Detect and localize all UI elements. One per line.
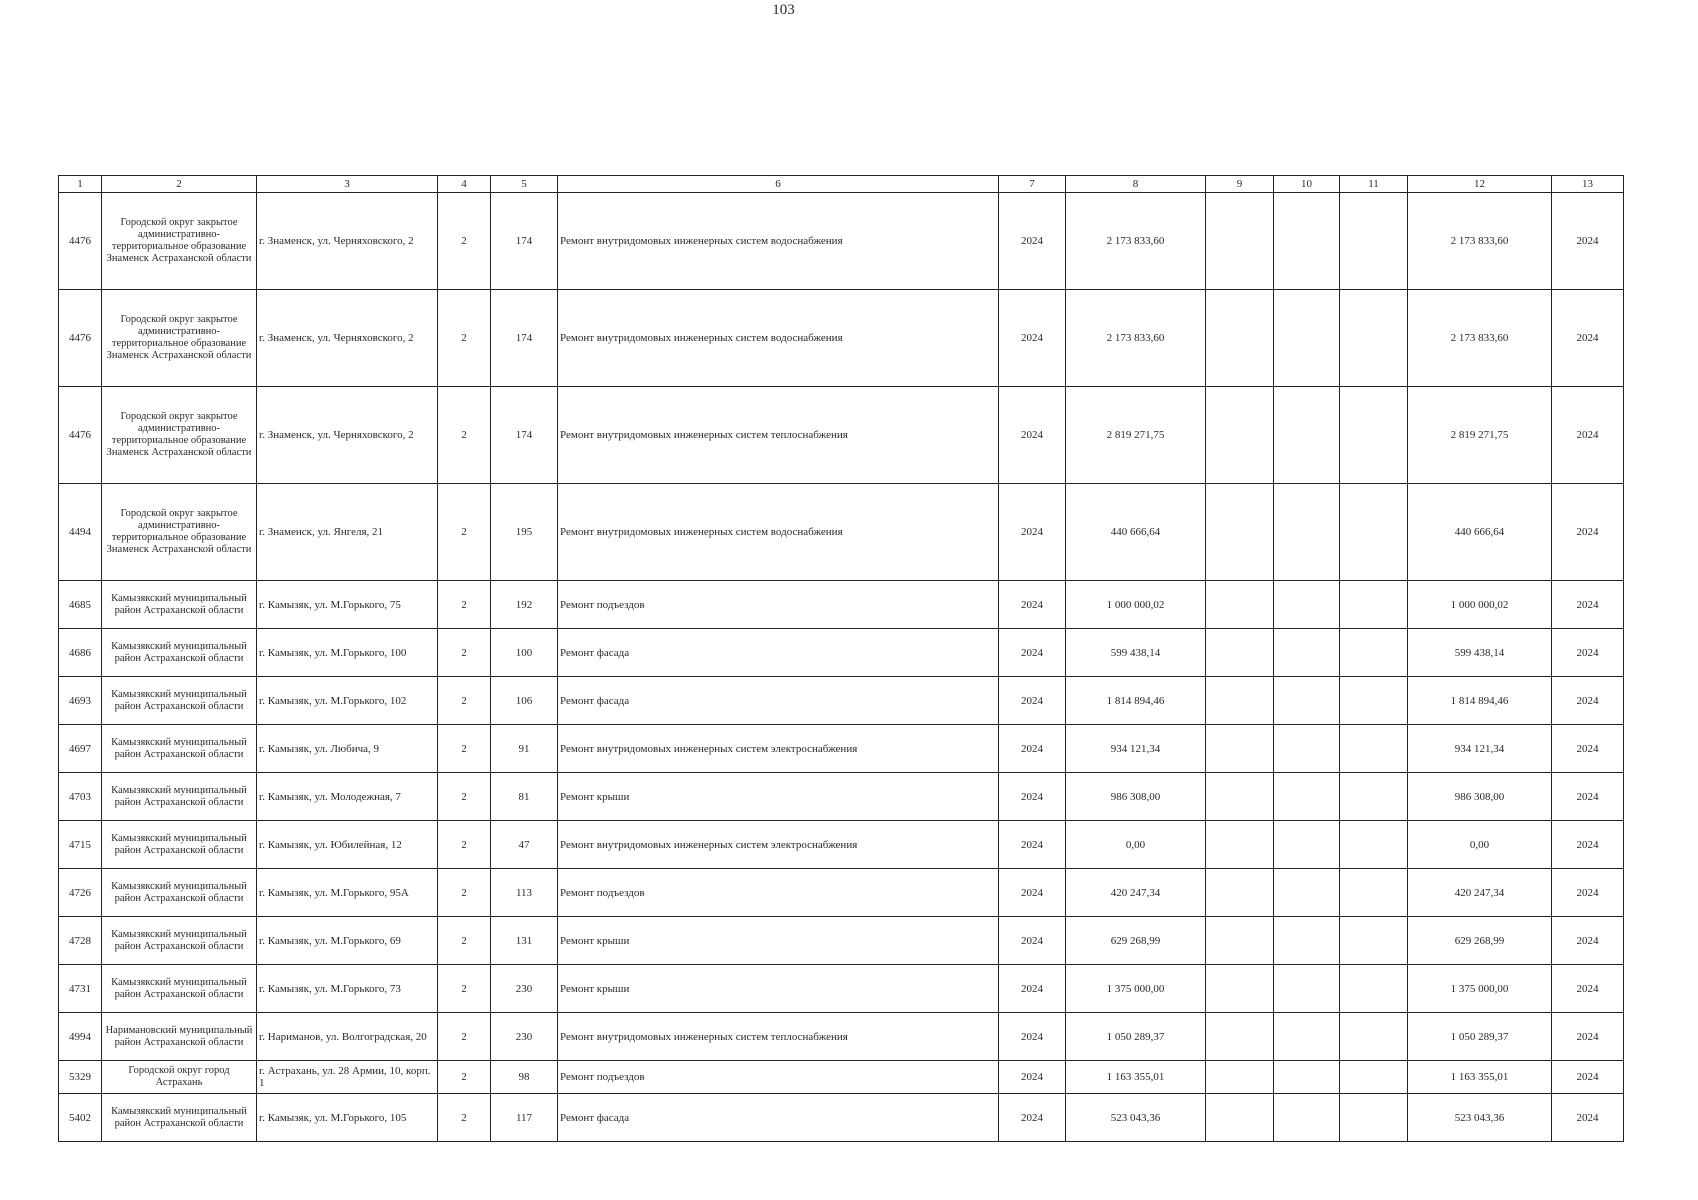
cost-cell: 599 438,14 bbox=[1066, 629, 1206, 677]
municipality-cell: Городской округ закрытое административно-территориальное образование Знаменск Астраханской области bbox=[102, 387, 257, 484]
col11-cell bbox=[1340, 290, 1408, 387]
col9-cell bbox=[1206, 1094, 1274, 1142]
address-cell: г. Камызяк, ул. М.Горького, 69 bbox=[257, 917, 438, 965]
col5-cell: 174 bbox=[491, 290, 558, 387]
column-header: 2 bbox=[102, 176, 257, 193]
col4-cell: 2 bbox=[438, 677, 491, 725]
col9-cell bbox=[1206, 290, 1274, 387]
row-id-cell: 4715 bbox=[59, 821, 102, 869]
col5-cell: 192 bbox=[491, 581, 558, 629]
row-id-cell: 4697 bbox=[59, 725, 102, 773]
year-cell: 2024 bbox=[999, 1094, 1066, 1142]
col13-year-cell: 2024 bbox=[1552, 725, 1624, 773]
col13-year-cell: 2024 bbox=[1552, 869, 1624, 917]
table-row bbox=[59, 629, 1624, 677]
col9-cell bbox=[1206, 629, 1274, 677]
column-header: 4 bbox=[438, 176, 491, 193]
municipality-cell: Камызякский муниципальный район Астраханской области bbox=[102, 677, 257, 725]
table-row bbox=[59, 677, 1624, 725]
year-cell: 2024 bbox=[999, 725, 1066, 773]
col5-cell: 91 bbox=[491, 725, 558, 773]
col4-cell: 2 bbox=[438, 1013, 491, 1061]
col12-cost-cell: 420 247,34 bbox=[1408, 869, 1552, 917]
work-type-cell: Ремонт подъездов bbox=[558, 581, 999, 629]
year-cell: 2024 bbox=[999, 773, 1066, 821]
col10-cell bbox=[1274, 629, 1340, 677]
col11-cell bbox=[1340, 917, 1408, 965]
cost-cell: 986 308,00 bbox=[1066, 773, 1206, 821]
col4-cell: 2 bbox=[438, 581, 491, 629]
address-cell: г. Камызяк, ул. М.Горького, 105 bbox=[257, 1094, 438, 1142]
municipality-cell: Камызякский муниципальный район Астраханской области bbox=[102, 869, 257, 917]
col5-cell: 230 bbox=[491, 965, 558, 1013]
table-row bbox=[59, 917, 1624, 965]
col11-cell bbox=[1340, 193, 1408, 290]
col12-cost-cell: 986 308,00 bbox=[1408, 773, 1552, 821]
col11-cell bbox=[1340, 484, 1408, 581]
year-cell: 2024 bbox=[999, 677, 1066, 725]
year-cell: 2024 bbox=[999, 1061, 1066, 1094]
column-header: 12 bbox=[1408, 176, 1552, 193]
col11-cell bbox=[1340, 773, 1408, 821]
table-row bbox=[59, 1013, 1624, 1061]
row-id-cell: 4731 bbox=[59, 965, 102, 1013]
year-cell: 2024 bbox=[999, 484, 1066, 581]
work-type-cell: Ремонт крыши bbox=[558, 965, 999, 1013]
row-id-cell: 4703 bbox=[59, 773, 102, 821]
col9-cell bbox=[1206, 965, 1274, 1013]
col9-cell bbox=[1206, 677, 1274, 725]
table-row bbox=[59, 193, 1624, 290]
municipality-cell: Городской округ закрытое административно-территориальное образование Знаменск Астраханской области bbox=[102, 290, 257, 387]
col4-cell: 2 bbox=[438, 869, 491, 917]
row-id-cell: 4685 bbox=[59, 581, 102, 629]
table-row bbox=[59, 387, 1624, 484]
col11-cell bbox=[1340, 1013, 1408, 1061]
cost-cell: 2 173 833,60 bbox=[1066, 193, 1206, 290]
col13-year-cell: 2024 bbox=[1552, 484, 1624, 581]
cost-cell: 1 163 355,01 bbox=[1066, 1061, 1206, 1094]
col4-cell: 2 bbox=[438, 629, 491, 677]
col5-cell: 174 bbox=[491, 387, 558, 484]
address-cell: г. Знаменск, ул. Черняховского, 2 bbox=[257, 193, 438, 290]
col13-year-cell: 2024 bbox=[1552, 581, 1624, 629]
table-row bbox=[59, 290, 1624, 387]
work-type-cell: Ремонт внутридомовых инженерных систем водоснабжения bbox=[558, 290, 999, 387]
col11-cell bbox=[1340, 869, 1408, 917]
address-cell: г. Знаменск, ул. Черняховского, 2 bbox=[257, 387, 438, 484]
table-row bbox=[59, 1061, 1624, 1094]
cost-cell: 629 268,99 bbox=[1066, 917, 1206, 965]
municipality-cell: Камызякский муниципальный район Астраханской области bbox=[102, 965, 257, 1013]
municipality-cell: Городской округ закрытое административно-территориальное образование Знаменск Астраханской области bbox=[102, 193, 257, 290]
row-id-cell: 4728 bbox=[59, 917, 102, 965]
col5-cell: 113 bbox=[491, 869, 558, 917]
col11-cell bbox=[1340, 1061, 1408, 1094]
municipality-cell: Городской округ город Астрахань bbox=[102, 1061, 257, 1094]
col10-cell bbox=[1274, 1061, 1340, 1094]
work-type-cell: Ремонт фасада bbox=[558, 1094, 999, 1142]
col11-cell bbox=[1340, 965, 1408, 1013]
column-number-header-row bbox=[59, 176, 1624, 193]
col5-cell: 106 bbox=[491, 677, 558, 725]
col10-cell bbox=[1274, 484, 1340, 581]
col11-cell bbox=[1340, 821, 1408, 869]
year-cell: 2024 bbox=[999, 917, 1066, 965]
col13-year-cell: 2024 bbox=[1552, 1013, 1624, 1061]
table-row bbox=[59, 965, 1624, 1013]
col10-cell bbox=[1274, 821, 1340, 869]
work-type-cell: Ремонт крыши bbox=[558, 917, 999, 965]
column-header: 10 bbox=[1274, 176, 1340, 193]
row-id-cell: 4686 bbox=[59, 629, 102, 677]
col4-cell: 2 bbox=[438, 290, 491, 387]
cost-cell: 523 043,36 bbox=[1066, 1094, 1206, 1142]
col9-cell bbox=[1206, 581, 1274, 629]
col5-cell: 81 bbox=[491, 773, 558, 821]
column-header: 7 bbox=[999, 176, 1066, 193]
year-cell: 2024 bbox=[999, 869, 1066, 917]
col10-cell bbox=[1274, 581, 1340, 629]
row-id-cell: 4494 bbox=[59, 484, 102, 581]
cost-cell: 420 247,34 bbox=[1066, 869, 1206, 917]
work-type-cell: Ремонт фасада bbox=[558, 629, 999, 677]
col4-cell: 2 bbox=[438, 965, 491, 1013]
municipality-cell: Камызякский муниципальный район Астраханской области bbox=[102, 1094, 257, 1142]
col10-cell bbox=[1274, 869, 1340, 917]
col9-cell bbox=[1206, 1013, 1274, 1061]
col4-cell: 2 bbox=[438, 821, 491, 869]
col10-cell bbox=[1274, 290, 1340, 387]
municipality-cell: Камызякский муниципальный район Астраханской области bbox=[102, 629, 257, 677]
col4-cell: 2 bbox=[438, 1061, 491, 1094]
address-cell: г. Астрахань, ул. 28 Армии, 10, корп. 1 bbox=[257, 1061, 438, 1094]
work-type-cell: Ремонт подъездов bbox=[558, 869, 999, 917]
year-cell: 2024 bbox=[999, 193, 1066, 290]
year-cell: 2024 bbox=[999, 821, 1066, 869]
table-row bbox=[59, 581, 1624, 629]
col13-year-cell: 2024 bbox=[1552, 1094, 1624, 1142]
col11-cell bbox=[1340, 1094, 1408, 1142]
table-row bbox=[59, 773, 1624, 821]
year-cell: 2024 bbox=[999, 965, 1066, 1013]
row-id-cell: 4476 bbox=[59, 387, 102, 484]
col9-cell bbox=[1206, 917, 1274, 965]
col10-cell bbox=[1274, 773, 1340, 821]
col9-cell bbox=[1206, 773, 1274, 821]
col12-cost-cell: 2 819 271,75 bbox=[1408, 387, 1552, 484]
year-cell: 2024 bbox=[999, 387, 1066, 484]
address-cell: г. Камызяк, ул. М.Горького, 102 bbox=[257, 677, 438, 725]
table-row bbox=[59, 1094, 1624, 1142]
year-cell: 2024 bbox=[999, 1013, 1066, 1061]
col4-cell: 2 bbox=[438, 484, 491, 581]
col5-cell: 47 bbox=[491, 821, 558, 869]
address-cell: г. Камызяк, ул. М.Горького, 100 bbox=[257, 629, 438, 677]
municipality-cell: Камызякский муниципальный район Астраханской области bbox=[102, 821, 257, 869]
column-header: 3 bbox=[257, 176, 438, 193]
col5-cell: 98 bbox=[491, 1061, 558, 1094]
cost-cell: 1 050 289,37 bbox=[1066, 1013, 1206, 1061]
col9-cell bbox=[1206, 387, 1274, 484]
col12-cost-cell: 1 050 289,37 bbox=[1408, 1013, 1552, 1061]
cost-cell: 934 121,34 bbox=[1066, 725, 1206, 773]
address-cell: г. Камызяк, ул. М.Горького, 73 bbox=[257, 965, 438, 1013]
work-type-cell: Ремонт внутридомовых инженерных систем теплоснабжения bbox=[558, 1013, 999, 1061]
cost-cell: 0,00 bbox=[1066, 821, 1206, 869]
municipality-cell: Камызякский муниципальный район Астраханской области bbox=[102, 773, 257, 821]
address-cell: г. Знаменск, ул. Янгеля, 21 bbox=[257, 484, 438, 581]
col13-year-cell: 2024 bbox=[1552, 1061, 1624, 1094]
table-row bbox=[59, 725, 1624, 773]
col5-cell: 174 bbox=[491, 193, 558, 290]
cost-cell: 440 666,64 bbox=[1066, 484, 1206, 581]
row-id-cell: 4476 bbox=[59, 193, 102, 290]
col9-cell bbox=[1206, 821, 1274, 869]
col10-cell bbox=[1274, 193, 1340, 290]
col12-cost-cell: 1 814 894,46 bbox=[1408, 677, 1552, 725]
column-header: 8 bbox=[1066, 176, 1206, 193]
col10-cell bbox=[1274, 677, 1340, 725]
address-cell: г. Камызяк, ул. Молодежная, 7 bbox=[257, 773, 438, 821]
col5-cell: 195 bbox=[491, 484, 558, 581]
work-type-cell: Ремонт внутридомовых инженерных систем электроснабжения bbox=[558, 725, 999, 773]
col10-cell bbox=[1274, 917, 1340, 965]
col12-cost-cell: 934 121,34 bbox=[1408, 725, 1552, 773]
col5-cell: 117 bbox=[491, 1094, 558, 1142]
work-type-cell: Ремонт крыши bbox=[558, 773, 999, 821]
address-cell: г. Камызяк, ул. М.Горького, 95А bbox=[257, 869, 438, 917]
address-cell: г. Камызяк, ул. Юбилейная, 12 bbox=[257, 821, 438, 869]
table-row bbox=[59, 869, 1624, 917]
col12-cost-cell: 599 438,14 bbox=[1408, 629, 1552, 677]
address-cell: г. Знаменск, ул. Черняховского, 2 bbox=[257, 290, 438, 387]
col12-cost-cell: 0,00 bbox=[1408, 821, 1552, 869]
cost-cell: 2 819 271,75 bbox=[1066, 387, 1206, 484]
col11-cell bbox=[1340, 677, 1408, 725]
column-header: 5 bbox=[491, 176, 558, 193]
col5-cell: 230 bbox=[491, 1013, 558, 1061]
col9-cell bbox=[1206, 725, 1274, 773]
municipality-cell: Камызякский муниципальный район Астраханской области bbox=[102, 581, 257, 629]
row-id-cell: 5402 bbox=[59, 1094, 102, 1142]
col12-cost-cell: 523 043,36 bbox=[1408, 1094, 1552, 1142]
col12-cost-cell: 2 173 833,60 bbox=[1408, 290, 1552, 387]
col13-year-cell: 2024 bbox=[1552, 193, 1624, 290]
column-header: 11 bbox=[1340, 176, 1408, 193]
work-type-cell: Ремонт внутридомовых инженерных систем водоснабжения bbox=[558, 193, 999, 290]
col10-cell bbox=[1274, 387, 1340, 484]
col13-year-cell: 2024 bbox=[1552, 773, 1624, 821]
col11-cell bbox=[1340, 629, 1408, 677]
col10-cell bbox=[1274, 1013, 1340, 1061]
municipality-cell: Городской округ закрытое административно-территориальное образование Знаменск Астраханской области bbox=[102, 484, 257, 581]
cost-cell: 2 173 833,60 bbox=[1066, 290, 1206, 387]
col12-cost-cell: 1 000 000,02 bbox=[1408, 581, 1552, 629]
year-cell: 2024 bbox=[999, 290, 1066, 387]
col11-cell bbox=[1340, 581, 1408, 629]
col9-cell bbox=[1206, 869, 1274, 917]
page-number: 103 bbox=[772, 2, 795, 18]
year-cell: 2024 bbox=[999, 581, 1066, 629]
col13-year-cell: 2024 bbox=[1552, 290, 1624, 387]
column-header: 1 bbox=[59, 176, 102, 193]
address-cell: г. Камызяк, ул. Любича, 9 bbox=[257, 725, 438, 773]
col12-cost-cell: 629 268,99 bbox=[1408, 917, 1552, 965]
col10-cell bbox=[1274, 1094, 1340, 1142]
cost-cell: 1 000 000,02 bbox=[1066, 581, 1206, 629]
col13-year-cell: 2024 bbox=[1552, 677, 1624, 725]
cost-cell: 1 375 000,00 bbox=[1066, 965, 1206, 1013]
col4-cell: 2 bbox=[438, 773, 491, 821]
address-cell: г. Нариманов, ул. Волгоградская, 20 bbox=[257, 1013, 438, 1061]
col9-cell bbox=[1206, 1061, 1274, 1094]
table-row bbox=[59, 484, 1624, 581]
column-header: 13 bbox=[1552, 176, 1624, 193]
col12-cost-cell: 1 163 355,01 bbox=[1408, 1061, 1552, 1094]
col10-cell bbox=[1274, 725, 1340, 773]
col9-cell bbox=[1206, 193, 1274, 290]
col12-cost-cell: 2 173 833,60 bbox=[1408, 193, 1552, 290]
work-type-cell: Ремонт внутридомовых инженерных систем электроснабжения bbox=[558, 821, 999, 869]
work-type-cell: Ремонт подъездов bbox=[558, 1061, 999, 1094]
address-cell: г. Камызяк, ул. М.Горького, 75 bbox=[257, 581, 438, 629]
col13-year-cell: 2024 bbox=[1552, 965, 1624, 1013]
row-id-cell: 5329 bbox=[59, 1061, 102, 1094]
col12-cost-cell: 1 375 000,00 bbox=[1408, 965, 1552, 1013]
col4-cell: 2 bbox=[438, 1094, 491, 1142]
work-type-cell: Ремонт внутридомовых инженерных систем водоснабжения bbox=[558, 484, 999, 581]
table-row bbox=[59, 821, 1624, 869]
year-cell: 2024 bbox=[999, 629, 1066, 677]
municipality-cell: Камызякский муниципальный район Астраханской области bbox=[102, 725, 257, 773]
municipality-cell: Камызякский муниципальный район Астраханской области bbox=[102, 917, 257, 965]
col13-year-cell: 2024 bbox=[1552, 821, 1624, 869]
col13-year-cell: 2024 bbox=[1552, 917, 1624, 965]
col4-cell: 2 bbox=[438, 725, 491, 773]
row-id-cell: 4994 bbox=[59, 1013, 102, 1061]
col11-cell bbox=[1340, 387, 1408, 484]
row-id-cell: 4726 bbox=[59, 869, 102, 917]
column-header: 6 bbox=[558, 176, 999, 193]
municipality-cell: Наримановский муниципальный район Астраханской области bbox=[102, 1013, 257, 1061]
table-body bbox=[59, 193, 1624, 1142]
col4-cell: 2 bbox=[438, 193, 491, 290]
col5-cell: 100 bbox=[491, 629, 558, 677]
col11-cell bbox=[1340, 725, 1408, 773]
col5-cell: 131 bbox=[491, 917, 558, 965]
work-type-cell: Ремонт внутридомовых инженерных систем теплоснабжения bbox=[558, 387, 999, 484]
row-id-cell: 4476 bbox=[59, 290, 102, 387]
col9-cell bbox=[1206, 484, 1274, 581]
col12-cost-cell: 440 666,64 bbox=[1408, 484, 1552, 581]
column-header: 9 bbox=[1206, 176, 1274, 193]
col13-year-cell: 2024 bbox=[1552, 629, 1624, 677]
col10-cell bbox=[1274, 965, 1340, 1013]
col4-cell: 2 bbox=[438, 387, 491, 484]
col4-cell: 2 bbox=[438, 917, 491, 965]
work-type-cell: Ремонт фасада bbox=[558, 677, 999, 725]
capital-repair-register-table bbox=[58, 175, 1624, 1142]
col13-year-cell: 2024 bbox=[1552, 387, 1624, 484]
row-id-cell: 4693 bbox=[59, 677, 102, 725]
cost-cell: 1 814 894,46 bbox=[1066, 677, 1206, 725]
